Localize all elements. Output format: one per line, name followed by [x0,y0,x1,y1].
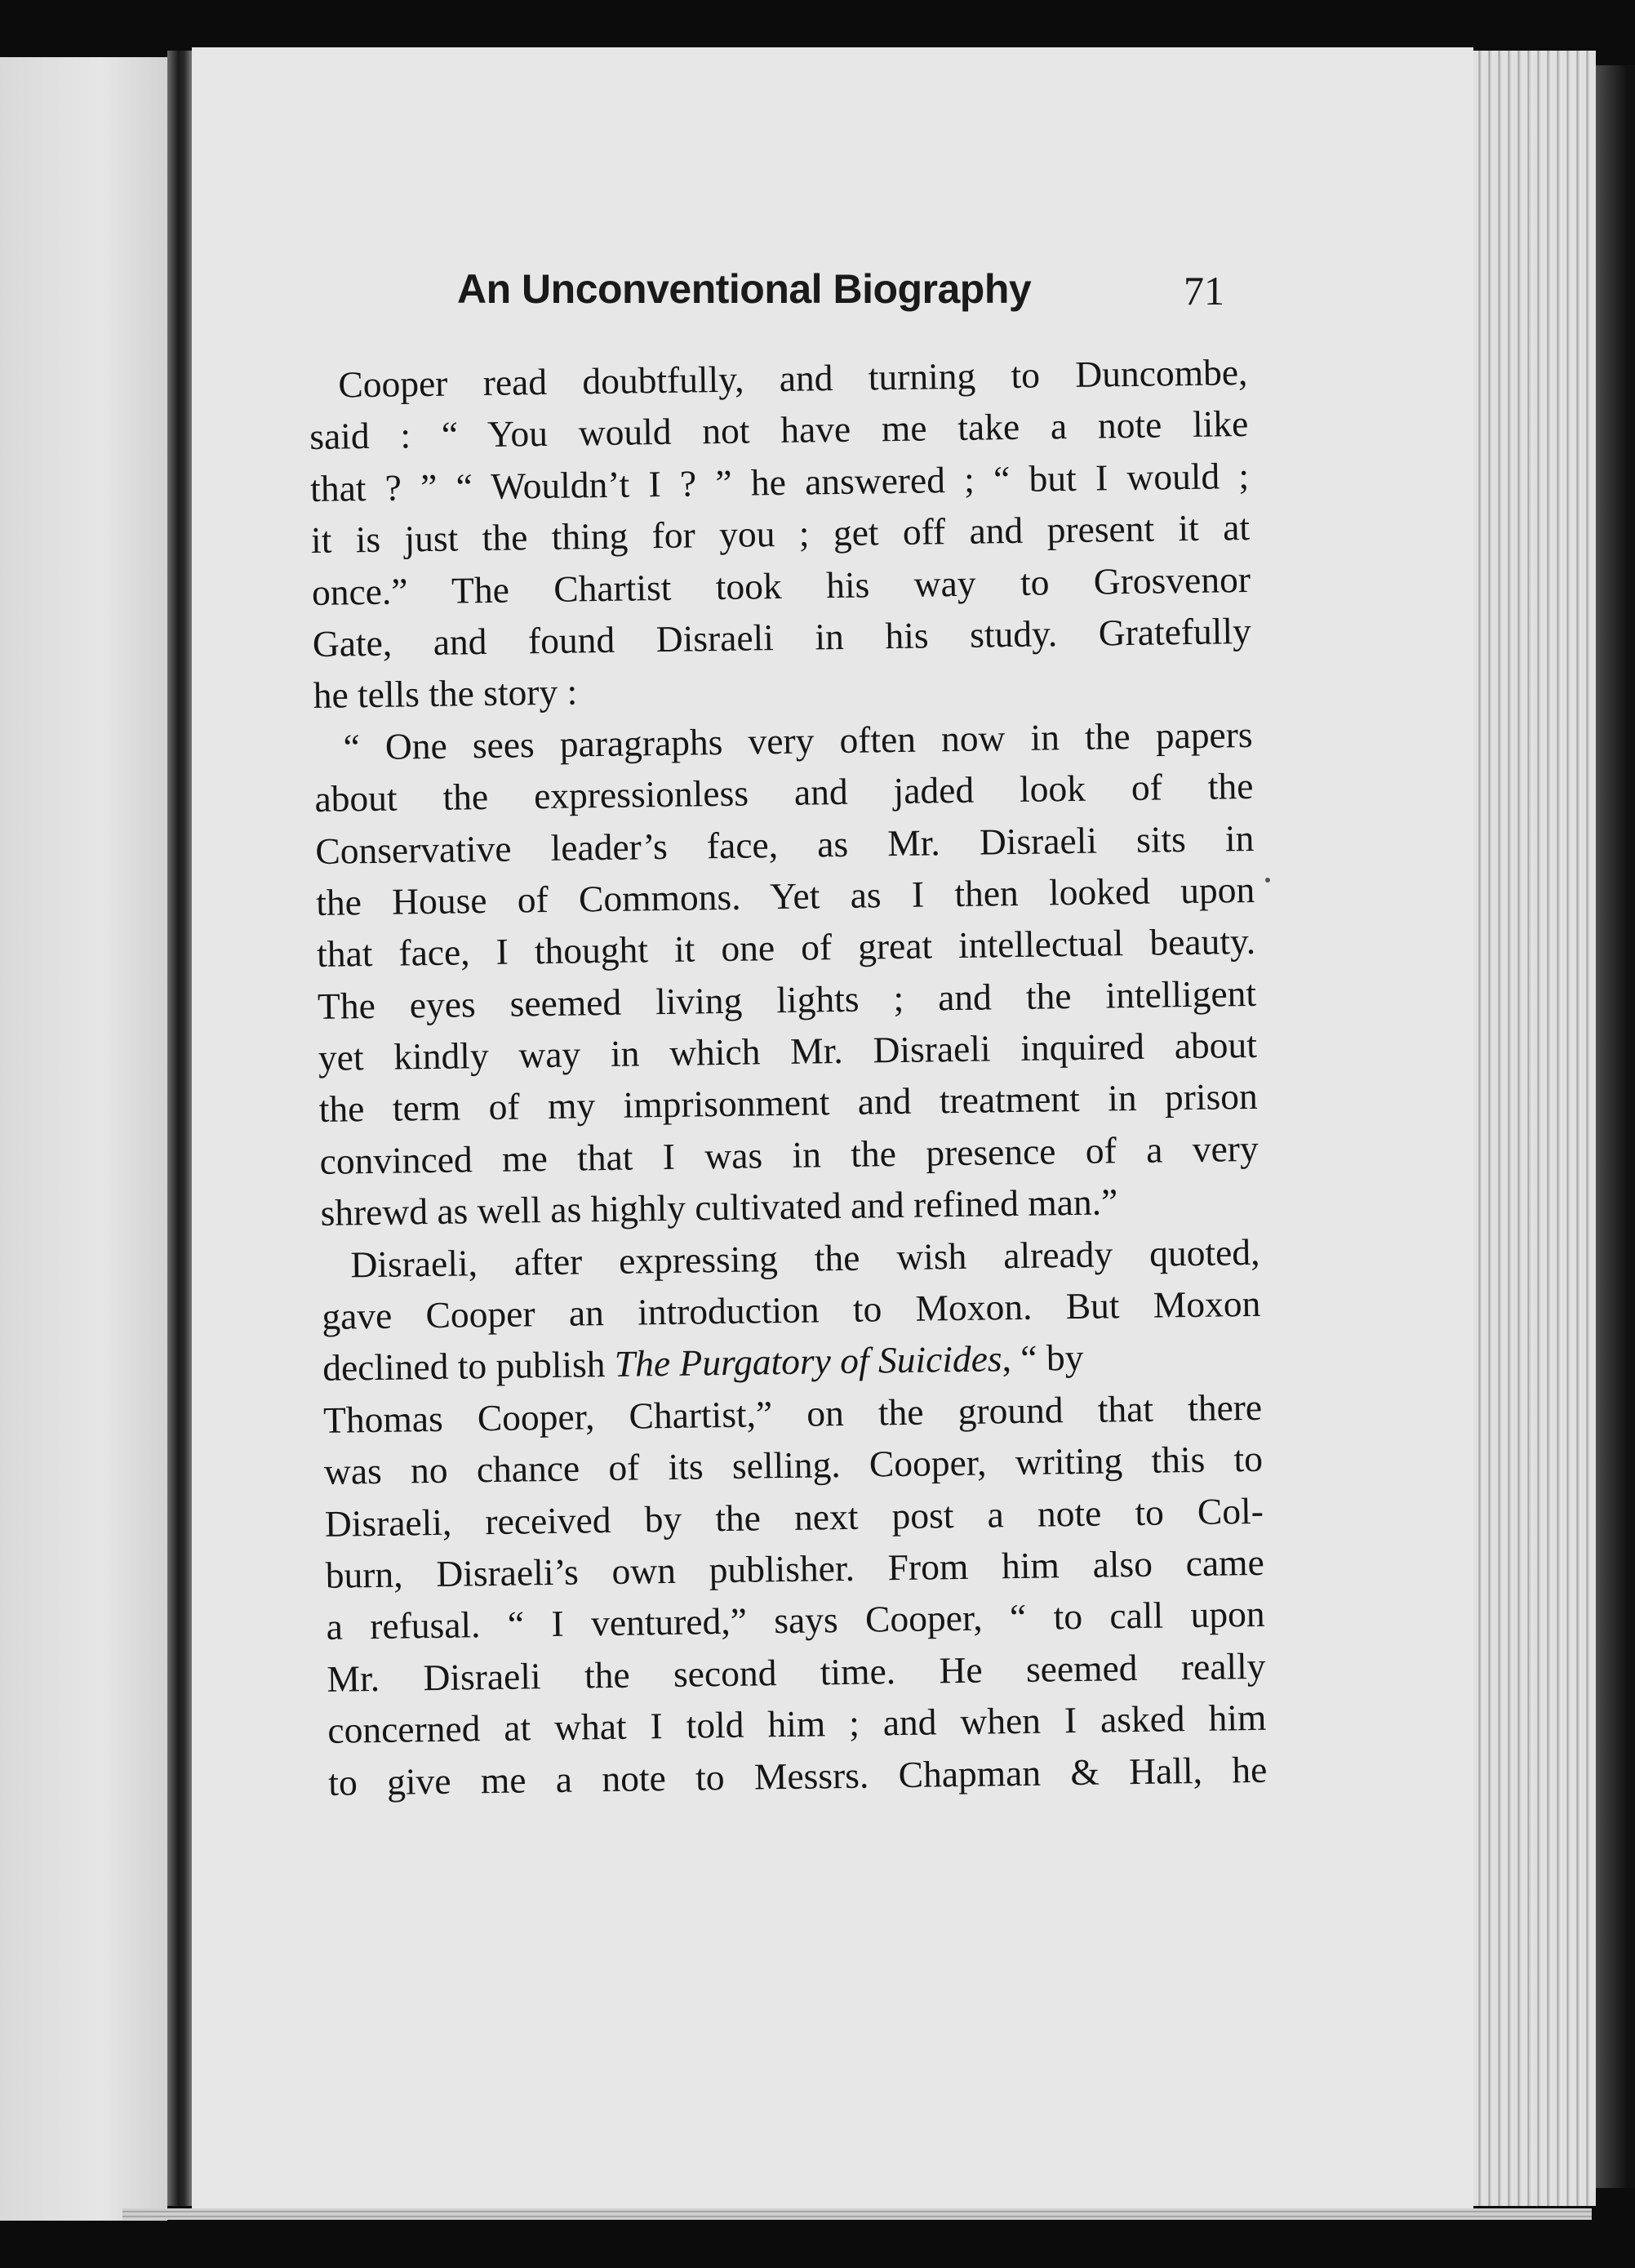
text-line: the House of Commons. Yet as I then looked upon [315,868,1255,923]
text-segment: , “ by [1002,1336,1084,1380]
text-line: shrewd as well as highly cultivated and refined man.” [320,1181,1118,1234]
text-line: said : “ You would not have me take a note like [309,402,1249,458]
text-line: it is just the thing for you ; get off and present it at [310,506,1251,562]
running-header [457,265,1257,322]
bottom-page-edges [122,2208,1592,2220]
text-line: burn, Disraeli’s own publisher. From him also came [325,1541,1265,1596]
page-edges [1473,51,1596,2206]
text-line: Cooper read doubtfully, and turning to Duncombe, [338,350,1248,406]
text-line: Gate, and found Disraeli in his study. Gratefully [312,609,1252,665]
book-gutter [167,51,192,2206]
text-segment: declined to publish [322,1343,615,1390]
text-line: Thomas Cooper, Chartist,” on the ground that there [322,1385,1263,1441]
text-line: a refusal. “ I ventured,” says Cooper, “ to call upon [326,1593,1265,1648]
text-line: Disraeli, received by the next post a note to Col- [324,1489,1264,1545]
text-line: to give me a note to Messrs. Chapman & Hall, he [327,1748,1268,1803]
text-line: that ? ” “ Wouldn’t I ? ” he answered ; “ but I would ; [309,454,1250,509]
text-line: the term of my imprisonment and treatment in prison [318,1075,1259,1131]
text-line: once.” The Chartist took his way to Grosvenor [311,558,1251,613]
left-page-edge [0,57,167,2221]
text-line: about the expressionless and jaded look of the [314,765,1254,820]
text-line: Disraeli, after expressing the wish already quoted, [350,1230,1260,1286]
text-line: gave Cooper an introduction to Moxon. But Moxon [322,1282,1261,1337]
body-text [309,346,1268,1808]
text-line: that face, I thought it one of great intellectual beauty. [316,920,1256,976]
text-line: “ One sees paragraphs very often now in the papers [343,713,1253,768]
book-cover-edge [1596,65,1635,2188]
text-line: convinced me that I was in the presence of a very [319,1127,1259,1182]
text-line: yet kindly way in which Mr. Disraeli inquired about [318,1023,1258,1078]
ink-speck [1265,878,1270,883]
text-line: was no chance of its selling. Cooper, writing this to [323,1438,1264,1493]
text-line: Conservative leader’s face, as Mr. Disraeli sits in [315,816,1255,872]
running-title: An Unconventional Biography [457,266,1032,312]
text-line: he tells the story : [313,670,578,717]
text-line: concerned at what I told him ; and when I asked him [327,1696,1267,1751]
page-number: 71 [1184,268,1224,314]
book-title-italic: The Purgatory of Suicides [614,1337,1002,1385]
text-line: Mr. Disraeli the second time. He seemed really [327,1644,1266,1700]
text-line: The eyes seemed living lights ; and the intelligent [317,972,1257,1027]
